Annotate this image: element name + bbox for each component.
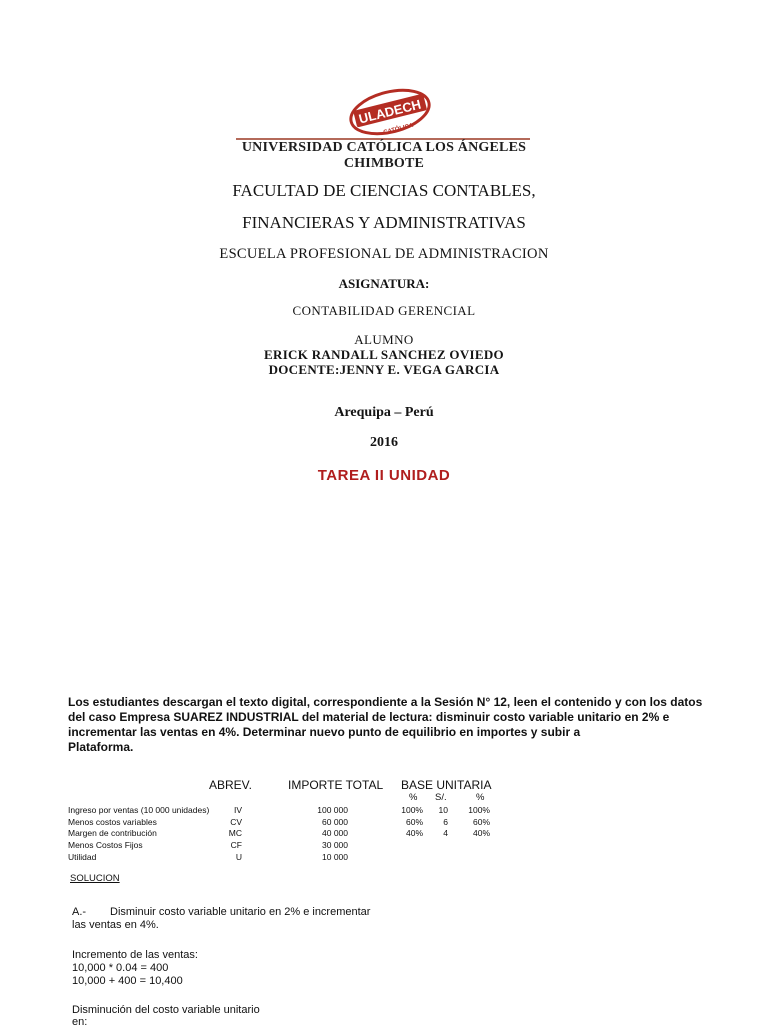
solution-a-text-1: Disminuir costo variable unitario en 2% e incrementar — [110, 906, 371, 918]
increment-calc-2: 10,000 + 400 = 10,400 — [72, 975, 183, 987]
row-soles: 4 — [443, 828, 448, 838]
instructions-line: del caso Empresa SUAREZ INDUSTRIAL del material de lectura: disminuir costo variable unitario en 2% e — [68, 710, 670, 724]
instructions-line: Los estudiantes descargan el texto digital, correspondiente a la Sesión N° 12, leen el contenido y con los datos — [68, 695, 703, 709]
row-importe: 10 000 — [322, 852, 348, 862]
row-abrev: U — [235, 852, 242, 862]
solution-a-label: A.- — [72, 906, 87, 918]
logo-subtext: CATÓLICA — [382, 122, 415, 137]
year: 2016 — [370, 435, 398, 450]
header-abrev: ABREV. — [209, 778, 252, 792]
row-abrev: CV — [230, 817, 242, 827]
row-label: Menos Costos Fijos — [68, 840, 143, 850]
row-pct-1: 40% — [405, 828, 423, 838]
row-pct-1: 60% — [405, 817, 423, 827]
location: Arequipa – Perú — [334, 405, 434, 420]
logo-text: ULADECH — [357, 96, 423, 127]
row-pct-2: 60% — [472, 817, 490, 827]
student-name: ERICK RANDALL SANCHEZ OVIEDO — [264, 347, 504, 362]
subheader-pct-2: % — [476, 792, 485, 803]
instructions-line: Plataforma. — [68, 740, 134, 754]
increment-title: Incremento de las ventas: — [72, 949, 198, 961]
solution-heading: SOLUCION — [70, 873, 120, 884]
decrease-continuation: en: — [72, 1016, 88, 1028]
row-pct-2: 100% — [468, 805, 490, 815]
subject-label: ASIGNATURA: — [338, 276, 430, 291]
teacher-name: DOCENTE:JENNY E. VEGA GARCIA — [268, 362, 500, 377]
city-name: CHIMBOTE — [343, 156, 425, 171]
subject-name: CONTABILIDAD GERENCIAL — [292, 303, 476, 318]
row-label: Utilidad — [68, 852, 97, 862]
subheader-soles: S/. — [435, 792, 447, 803]
faculty-line-1: FACULTAD DE CIENCIAS CONTABLES, — [232, 181, 536, 200]
student-label: ALUMNO — [354, 332, 414, 347]
row-importe: 30 000 — [322, 840, 348, 850]
solution-a-text-2: las ventas en 4%. — [72, 919, 159, 931]
university-name: UNIVERSIDAD CATÓLICA LOS ÁNGELES — [241, 140, 527, 155]
row-importe: 100 000 — [317, 805, 348, 815]
row-label: Margen de contribución — [68, 828, 157, 838]
row-importe: 40 000 — [322, 828, 348, 838]
row-soles: 10 — [438, 805, 448, 815]
header-importe: IMPORTE TOTAL — [288, 778, 384, 792]
faculty-line-2: FINANCIERAS Y ADMINISTRATIVAS — [242, 213, 526, 232]
uladech-logo — [344, 80, 436, 140]
decrease-title: Disminución del costo variable unitario — [72, 1004, 260, 1016]
increment-calc-1: 10,000 * 0.04 = 400 — [72, 962, 169, 974]
row-pct-2: 40% — [472, 828, 490, 838]
subheader-pct-1: % — [409, 792, 418, 803]
row-abrev: CF — [230, 840, 242, 850]
instructions-paragraph — [68, 695, 718, 755]
school-name: ESCUELA PROFESIONAL DE ADMINISTRACION — [219, 246, 549, 262]
row-pct-1: 100% — [401, 805, 423, 815]
row-label: Ingreso por ventas (10 000 unidades) — [68, 805, 210, 815]
row-label: Menos costos variables — [68, 817, 157, 827]
assignment-title: TAREA II UNIDAD — [317, 467, 451, 484]
row-importe: 60 000 — [322, 817, 348, 827]
header-base-unitaria: BASE UNITARIA — [401, 778, 492, 792]
row-abrev: MC — [228, 828, 242, 838]
row-abrev: IV — [233, 805, 242, 815]
row-soles: 6 — [443, 817, 448, 827]
instructions-line: incrementar las ventas en 4%. Determinar nuevo punto de equilibrio en importes y subir a — [68, 725, 581, 739]
